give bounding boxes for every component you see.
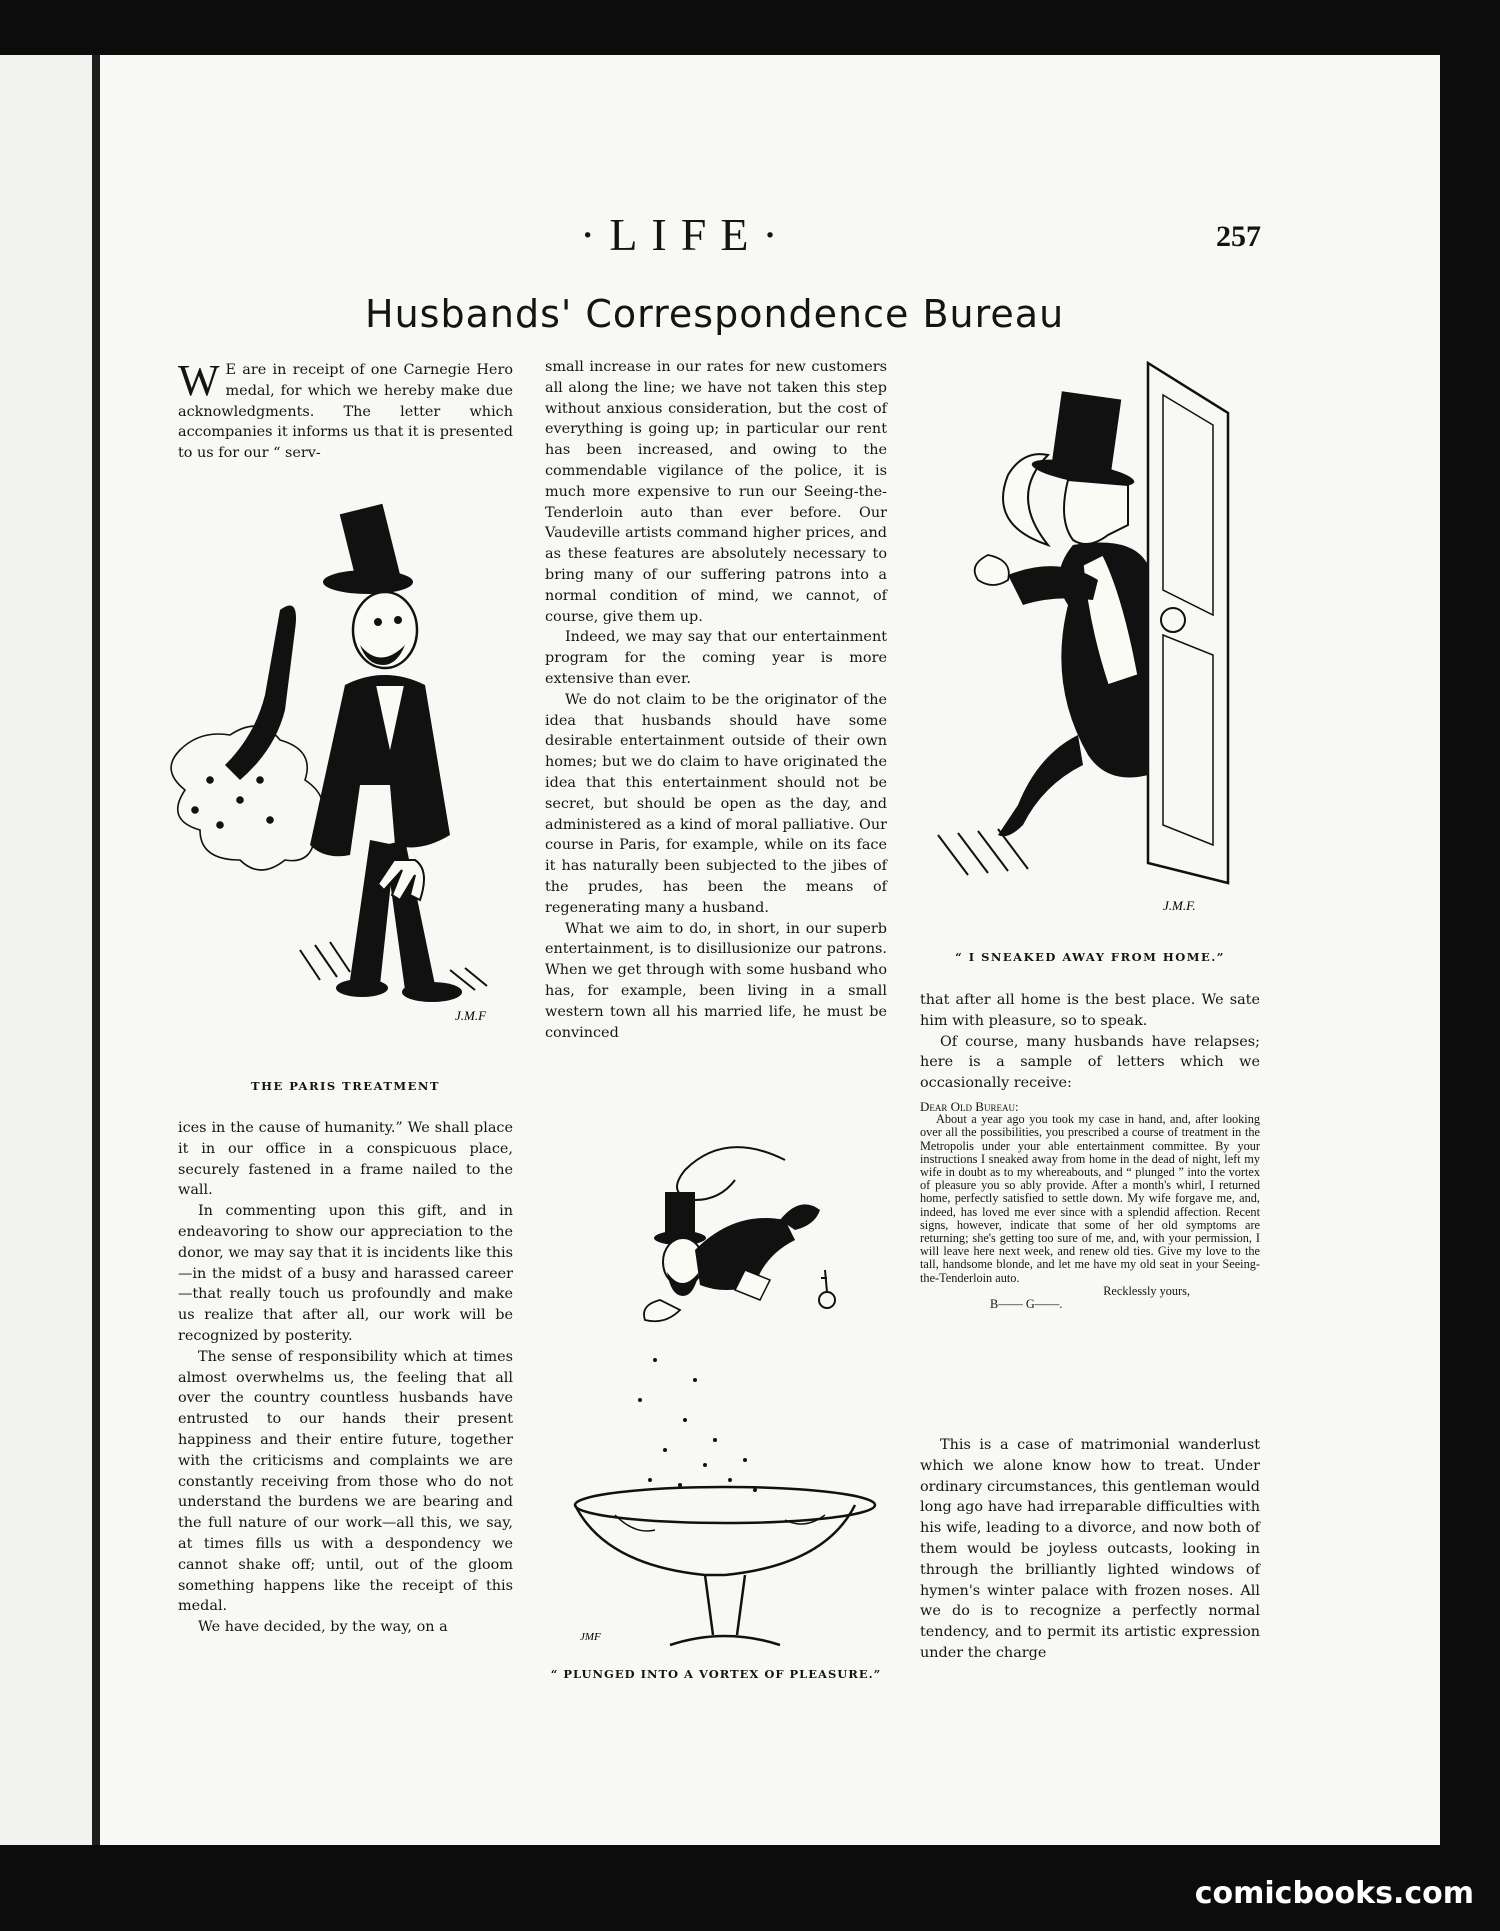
page-number: 257 [1216, 220, 1261, 253]
letter-salutation: Dear Old Bureau: [920, 1099, 1019, 1114]
drop-cap: W [178, 356, 220, 405]
col2-paragraph-4: What we aim to do, in short, in our superb entertainment, is to disillusionize our patrons. When we get through with some husband who has, for example, been living in a small western town all his married life, he must be convinced [545, 920, 887, 1041]
column-1-top [178, 356, 513, 464]
top-hat-icon [323, 504, 413, 594]
letter-closing: Recklessly yours, [1103, 1283, 1190, 1298]
watermark: comicbooks.com [1194, 1876, 1474, 1911]
champagne-glass [575, 1487, 875, 1645]
col1-paragraph-3: The sense of responsibility which at times almost overwhelms us, the feeling that all over the country countless husbands have entrusted to our hands their present happiness and their entire future, together with the criticisms and complaints we are constantly receiving from those who do not understand the burdens we are bearing and the full nature of our work—all this, we say, at times fills us with a despondency we cannot shake off; until, out of the gloom something happens like the receipt of this medal. [178, 1348, 513, 1615]
paris-caption: THE PARIS TREATMENT [251, 1079, 440, 1093]
letter-body: About a year ago you took my case in hand, and, after looking over all the possibilities, you prescribed a course of treatment in the Metropolis under your able entertainment committee. By your instructions I sneaked away from home in the dead of night, left my wife in doubt as to my whereabouts, and “ plunged ” into the vortex of pleasure you so ably provide. After a month's whirl, I returned home, perfectly satisfied to settle down. My wife forgave me, and, indeed, has loved me ever since with a splendid affection. Recent signs, however, indicate that some of her old symptoms are returning; she's getting too sure of me, and, with your permission, I will leave here next week, and renew old ties. Give my love to the tall, handsome blonde, and let me have my old seat in your Seeing-the-Tenderloin auto. [920, 1112, 1260, 1285]
sneaked-caption: “ I SNEAKED AWAY FROM HOME.” [955, 950, 1225, 964]
article-headline: Husbands' Correspondence Bureau [365, 292, 1065, 336]
page-gutter-shadow [92, 55, 100, 1845]
plunged-vortex-illustration [555, 1120, 895, 1660]
col2-paragraph-2: Indeed, we may say that our entertainment program for the coming year is more extensive than ever. [545, 629, 887, 687]
col3-paragraph-2: Of course, many husbands have relapses; here is a sample of letters which we occasionally receive: [920, 1033, 1260, 1092]
column-3-bottom [920, 1435, 1260, 1664]
col2-paragraph-3: We do not claim to be the originator of the idea that husbands should have some desirable entertainment outside of their own homes; but we do claim to have originated the idea that this entertainment should not be secret, but should be open as the day, and administered as a kind of moral palliative. Our course in Paris, for example, while on its face it has naturally been subjected to the jibes of the prudes, has been the means of regenerating many a husband. [545, 691, 887, 916]
plunged-caption: “ PLUNGED INTO A VORTEX OF PLEASURE.” [550, 1667, 882, 1681]
paris-artist-signature: J.M.F [455, 1008, 487, 1023]
col1-paragraph-2: In commenting upon this gift, and in endeavoring to show our appreciation to the donor, we may say that it is incidents like this—in the midst of a busy and harassed career—that really touch us profoundly and make us realize that after all, our work will be recognized by posterity. [178, 1203, 513, 1344]
quoted-letter [920, 1100, 1260, 1311]
door-knob [1161, 608, 1185, 632]
col3-paragraph-1: that after all home is the best place. We sate him with pleasure, so to speak. [920, 992, 1260, 1029]
plunged-artist-signature: JMF [580, 1631, 601, 1643]
col2-paragraph-1: small increase in our rates for new customers all along the line; we have not taken this step without anxious consideration, but the cost of everything is going up; in particular our rent has been increased, and owing to the commendable vigilance of the police, it is much more expensive to run our Seeing-the-Tenderloin auto than ever before. Our Vaudeville artists command higher prices, and as these features are absolutely necessary to bring many of our suffering patrons into a normal condition of mind, we cannot, of course, give them up. [545, 359, 887, 625]
letter-signature: B—— G——. [990, 1297, 1063, 1312]
masthead: ·LIFE· [580, 209, 792, 260]
col3-paragraph-3: This is a case of matrimonial wanderlust which we alone know how to treat. Under ordinary circumstances, this gentleman would long ago have had irreparable difficulties with his wife, leading to a divorce, and now both of them would be joyless outcasts, looking in through the brilliantly lighted windows of hymen's winter palace with frozen noses. All we do is to recognize a perfectly normal tendency, and to permit its artistic expression under the charge [920, 1437, 1260, 1661]
col1-paragraph-4: We have decided, by the way, on a [198, 1619, 448, 1636]
opening-paragraph [178, 356, 513, 464]
sneaked-away-illustration [918, 355, 1263, 915]
paris-treatment-illustration [150, 480, 520, 1055]
opening-text: E are in receipt of one Carnegie Hero medal, for which we hereby make due acknowledgments. The letter which accompanies it informs us that it is presented to us for our “ serv- [178, 362, 513, 462]
column-1-bottom [178, 1118, 513, 1638]
column-3-top [920, 990, 1260, 1094]
sneaked-artist-signature: J.M.F. [1163, 898, 1196, 913]
top-hat-icon [1030, 391, 1136, 492]
door [1148, 363, 1228, 883]
column-2 [545, 357, 887, 1043]
col1-paragraph-1: ices in the cause of humanity.” We shall place it in our office in a conspicuous place, securely fastened in a frame nailed to the wall. [178, 1120, 513, 1199]
champagne-bubbles [638, 1358, 757, 1492]
previous-page-edge [0, 55, 92, 1845]
